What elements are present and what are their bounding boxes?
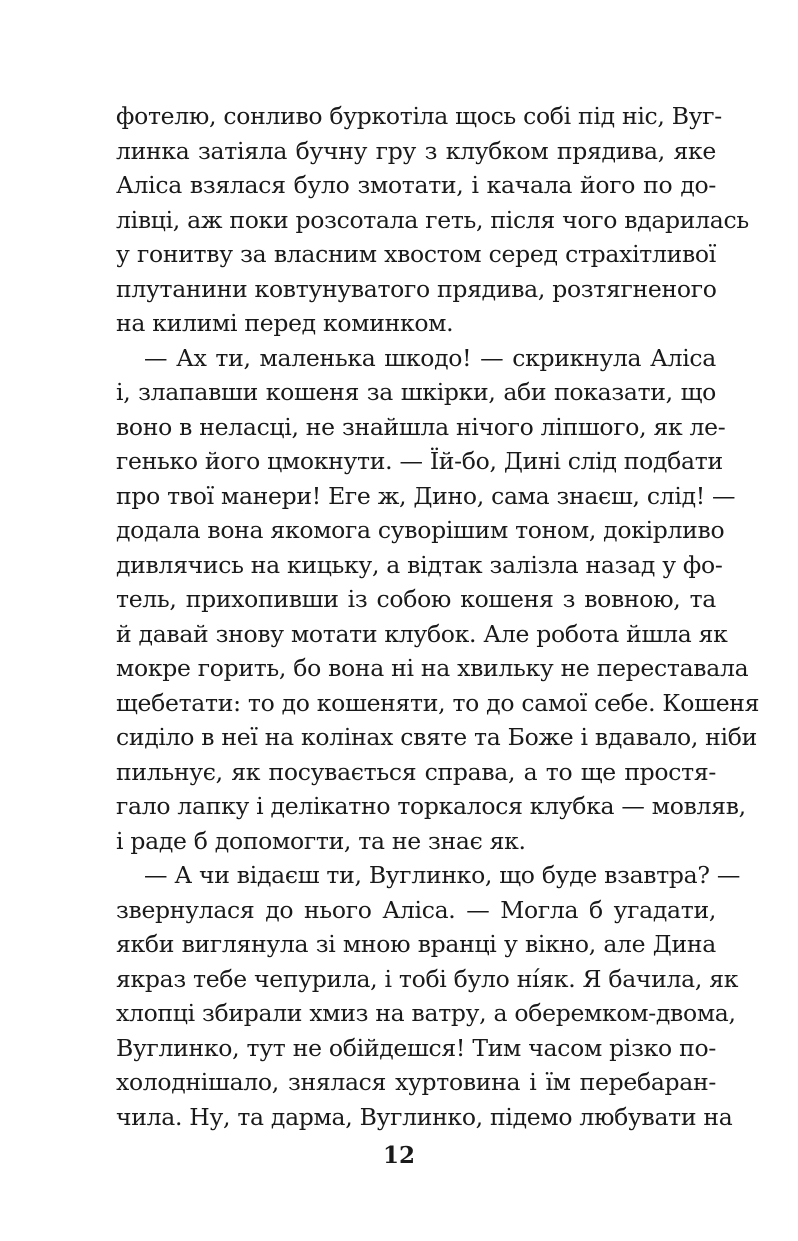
body-text	[116, 99, 760, 1134]
text-line: — А чи відаєш ти, Вуглинко, що буде взавтра? —	[144, 861, 741, 889]
text-line: пильнує, як посувається справа, а то ще простя-	[116, 757, 716, 786]
text-line: лівці, аж поки розсотала геть, після чого вдарилась	[116, 205, 749, 234]
text-line: якраз тебе чепурила, і тобі було ні́як. Я бачила, як	[116, 964, 739, 993]
text-line: Вуглинко, тут не обійдешся! Тим часом різко по-	[116, 1033, 716, 1062]
text-line: воно в неласці, не знайшла нічого ліпшого, як ле-	[116, 412, 726, 441]
text-line: мокре горить, бо вона ні на хвильку не переставала	[116, 654, 749, 682]
text-line: тель, прихопивши із собою кошеня з вовною, та	[116, 585, 716, 613]
text-line: щебетати: то до кошеняти, то до самої себе. Кошеня	[116, 688, 760, 717]
text-line: звернулася до нього Аліса. — Могла б угадати,	[116, 895, 716, 924]
text-line: й давай знову мотати клубок. Але робота йшла як	[116, 619, 728, 648]
text-line: якби виглянула зі мною вранці у вікно, але Дина	[116, 930, 716, 958]
text-line: про твої манери! Еге ж, Дино, сама знаєш, слід! —	[116, 481, 736, 510]
text-line: хлопці збирали хмиз на ватру, а оберемком-двома,	[116, 999, 736, 1027]
text-line: гало лапку і делікатно торкалося клубка — мовляв,	[116, 792, 746, 820]
text-line: сиділо в неї на колінах святе та Боже і вдавало, ніби	[116, 723, 757, 751]
text-line: холоднішало, знялася хуртовина і їм перебаран-	[116, 1068, 716, 1096]
text-line: — Ах ти, маленька шкодо! — скрикнула Аліса	[144, 343, 716, 372]
text-line: плутанини ковтунуватого прядива, розтягненого	[116, 274, 717, 303]
text-line: на килимі перед коминком.	[116, 309, 454, 337]
text-line: линка затіяла бучну гру з клубком прядива, яке	[116, 136, 716, 165]
text-line: і раде б допомогти, та не знає як.	[116, 826, 526, 855]
text-line: додала вона якомога суворішим тоном, докірливо	[116, 516, 725, 544]
text-line: фотелю, сонливо буркотіла щось собі під ніс, Вуг-	[116, 102, 722, 130]
text-line: у гонитву за власним хвостом серед страхітливої	[116, 240, 716, 268]
page-number: 12	[382, 1142, 415, 1169]
text-line: Аліса взялася було змотати, і качала його по до-	[116, 171, 716, 199]
text-line: і, злапавши кошеня за шкірки, аби показати, що	[116, 378, 716, 406]
text-line: чила. Ну, та дарма, Вуглинко, підемо любувати на	[116, 1102, 733, 1131]
text-line: дивлячись на кицьку, а відтак залізла назад у фо-	[116, 550, 723, 579]
text-line: генько його цмокнути. — Їй-бо, Дині слід подбати	[116, 447, 723, 475]
